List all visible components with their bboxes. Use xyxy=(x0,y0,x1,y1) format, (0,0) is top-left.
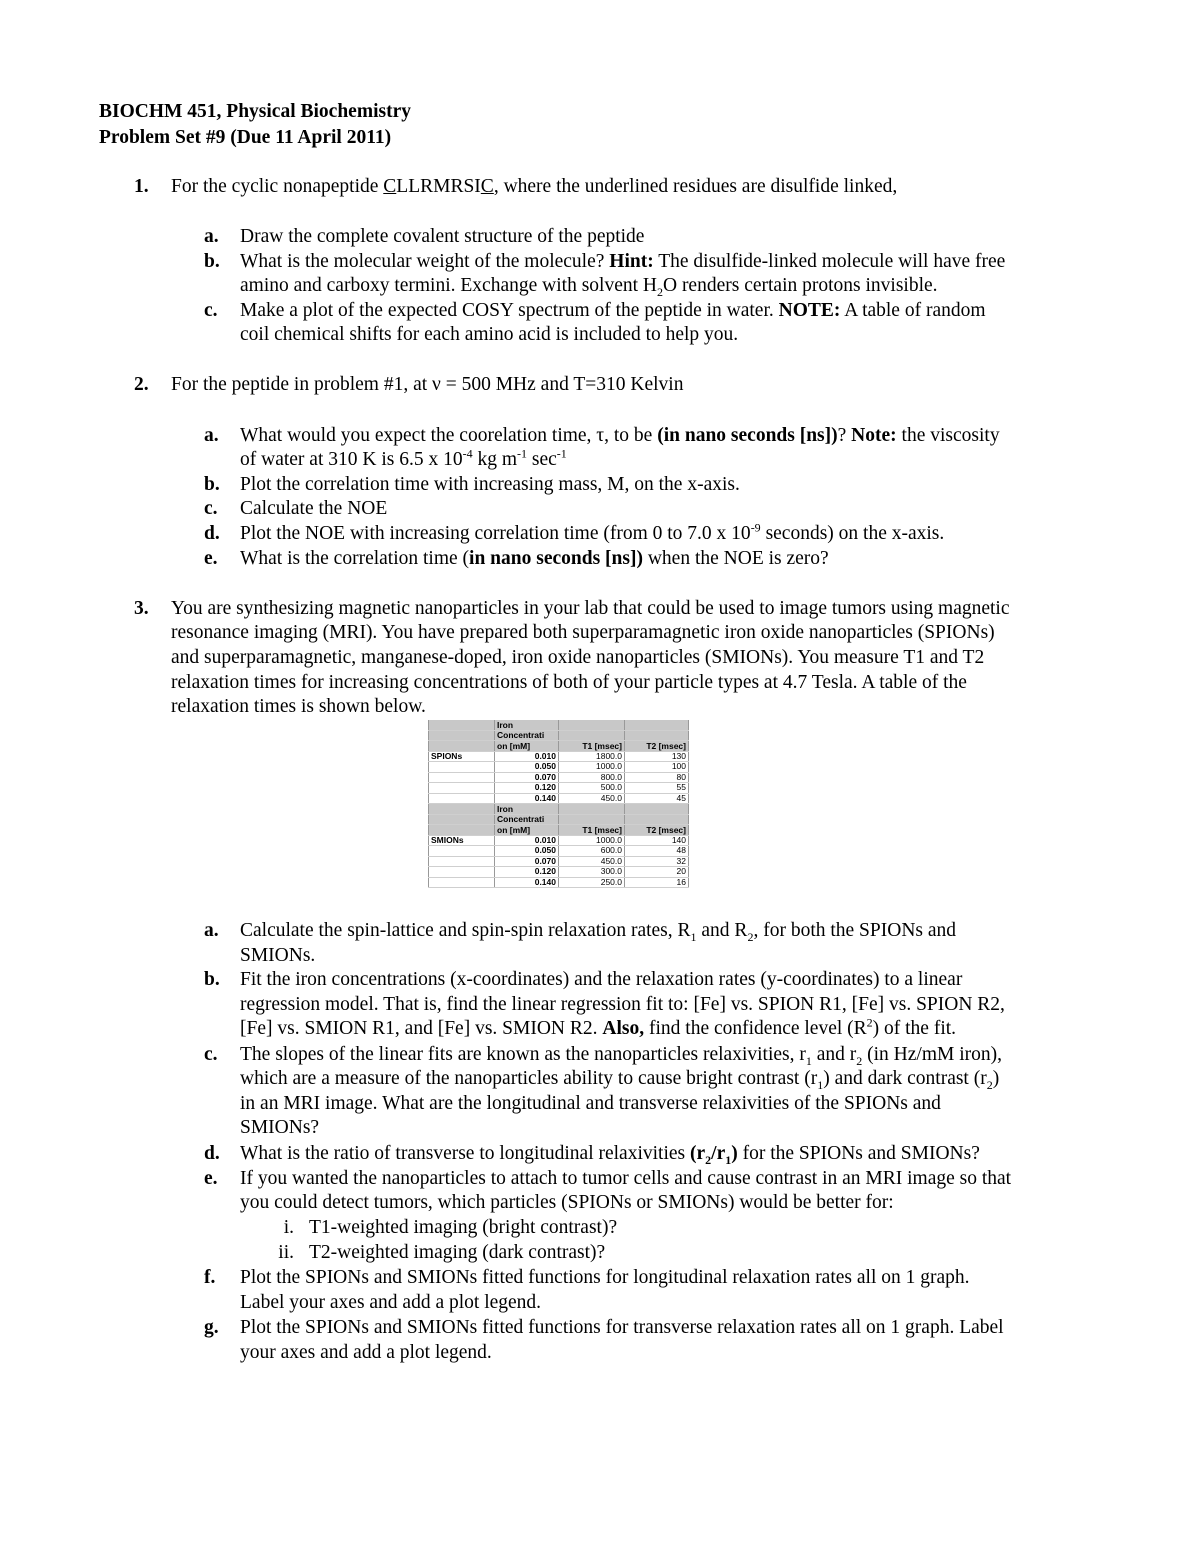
table-cell-t2: 48 xyxy=(625,846,689,857)
table-row xyxy=(429,877,689,888)
table-header-blank xyxy=(429,814,495,825)
q3-intro-line: relaxation times is shown below. xyxy=(171,696,426,717)
q3e-i-label: i. xyxy=(283,1217,294,1238)
table-cell-t1: 450.0 xyxy=(559,856,625,867)
q1-cys-1: C xyxy=(383,176,397,197)
table-group-name: SPIONs xyxy=(429,751,495,762)
table-header-t1 xyxy=(559,814,625,825)
q1a-label: a. xyxy=(204,226,219,247)
table-group-name xyxy=(429,772,495,783)
table-header-t2 xyxy=(625,730,689,741)
table-cell-t1: 250.0 xyxy=(559,877,625,888)
q1-number: 1. xyxy=(134,176,149,197)
table-cell-conc: 0.120 xyxy=(495,783,559,794)
table-cell-conc: 0.140 xyxy=(495,877,559,888)
table-header-row xyxy=(429,814,689,825)
table-header-conc: on [mM] xyxy=(495,825,559,836)
table-cell-conc: 0.010 xyxy=(495,751,559,762)
q1c-line2: coil chemical shifts for each amino acid is included to help you. xyxy=(240,324,739,345)
q3b-label: b. xyxy=(204,969,220,990)
q3e-label: e. xyxy=(204,1168,218,1189)
table-cell-t2: 80 xyxy=(625,772,689,783)
table-header-t2 xyxy=(625,804,689,815)
q3e-line1: If you wanted the nanoparticles to attach to tumor cells and cause contrast in an MRI image so that xyxy=(240,1168,1012,1189)
q1-cys-2: C xyxy=(480,176,494,197)
table-cell-t1: 600.0 xyxy=(559,846,625,857)
q3-intro-line: resonance imaging (MRI). You have prepared both superparamagnetic iron oxide nanoparticles (SPIONs) xyxy=(171,622,995,643)
table-cell-conc: 0.120 xyxy=(495,867,559,878)
table-row xyxy=(429,783,689,794)
q3f-line1: Plot the SPIONs and SMIONs fitted functions for longitudinal relaxation rates all on 1 graph. xyxy=(240,1267,970,1288)
table-cell-t1: 1800.0 xyxy=(559,751,625,762)
table-group-name xyxy=(429,783,495,794)
q3d-text: What is the ratio of transverse to longitudinal relaxivities $(r_2/r_1)$ for the SPIONs and SMIONs? xyxy=(240,1143,980,1167)
table-cell-t2: 16 xyxy=(625,877,689,888)
q1a-text: Draw the complete covalent structure of the peptide xyxy=(240,226,645,247)
table-row xyxy=(429,867,689,878)
q2e-label: e. xyxy=(204,548,218,569)
q3e-ii-text: T2-weighted imaging (dark contrast)? xyxy=(309,1242,606,1263)
q3c-line1: The slopes of the linear fits are known as the nanoparticles relaxivities, $r_1$ and $r_2$ (in Hz/mM iron), xyxy=(240,1044,1002,1068)
q3a-line1: Calculate the spin-lattice and spin-spin relaxation rates, $R_1$ and $R_2$, for both the SPIONs and xyxy=(240,920,957,944)
table-row xyxy=(429,751,689,762)
q2b-text: Plot the correlation time with increasing mass, M, on the x-axis. xyxy=(240,474,740,495)
q3a-line2: SMIONs. xyxy=(240,945,316,966)
table-header-blank xyxy=(429,741,495,752)
table-cell-conc: 0.050 xyxy=(495,846,559,857)
q2e-text: What is the correlation time (in nano seconds [ns]) when the NOE is zero? xyxy=(240,548,829,569)
table-header-t2: T2 [msec] xyxy=(625,741,689,752)
table-header-row xyxy=(429,825,689,836)
q1c-label: c. xyxy=(204,300,218,321)
table-group-name: SMIONs xyxy=(429,835,495,846)
table-row xyxy=(429,835,689,846)
problem-set-title: Problem Set #9 (Due 11 April 2011) xyxy=(99,127,392,148)
q2d-text: Plot the NOE with increasing correlation time (from 0 to 7.0 x $10^{-9}$ seconds) on the x-axis. xyxy=(240,520,945,544)
course-title: BIOCHM 451, Physical Biochemistry xyxy=(99,101,411,122)
q2a-label: a. xyxy=(204,425,219,446)
table-row xyxy=(429,762,689,773)
table-header-t1: T1 [msec] xyxy=(559,825,625,836)
table-cell-conc: 0.070 xyxy=(495,772,559,783)
table-cell-t2: 32 xyxy=(625,856,689,867)
q2-intro: For the peptide in problem #1, at ν = 500 MHz and T=310 Kelvin xyxy=(171,374,684,395)
q3c-line3: in an MRI image. What are the longitudinal and transverse relaxivities of the SPIONs and xyxy=(240,1093,941,1114)
table-row xyxy=(429,793,689,804)
table-group-name xyxy=(429,762,495,773)
table-cell-t1: 1000.0 xyxy=(559,762,625,773)
q3-intro-line: relaxation times for increasing concentrations of both of your particle types at 4.7 Tesla. A table of the xyxy=(171,672,967,693)
relaxation-times-table xyxy=(428,720,688,902)
table-cell-t1: 300.0 xyxy=(559,867,625,878)
table-header-conc: Iron xyxy=(495,720,559,730)
q2a-line1: What would you expect the coorelation time, τ, to be (in nano seconds [ns])? Note: the viscosity xyxy=(240,425,1000,446)
q3b-also: Also, xyxy=(602,1018,645,1039)
table-cell-t1: 500.0 xyxy=(559,783,625,794)
table-cell-t2: 100 xyxy=(625,762,689,773)
table-header-conc: Iron xyxy=(495,804,559,815)
q3c-line2: which are a measure of the nanoparticles ability to cause bright contrast $(r_1)$ and dark contrast $(r_2)$ xyxy=(240,1068,1000,1092)
q3e-line2: you could detect tumors, which particles (SPIONs or SMIONs) would be better for: xyxy=(240,1192,894,1213)
table-cell-t1: 800.0 xyxy=(559,772,625,783)
table-header-t1 xyxy=(559,730,625,741)
q1b-hint-label: Hint: xyxy=(609,251,654,272)
table-cell-conc: 0.010 xyxy=(495,835,559,846)
table-group-name xyxy=(429,793,495,804)
table-header-conc: Concentrati xyxy=(495,730,559,741)
q3c-line4: SMIONs? xyxy=(240,1117,320,1138)
q3b-line2: regression model. That is, find the linear regression fit to: [Fe] vs. SPION R1, [Fe] vs. SPION R2, xyxy=(240,994,1005,1015)
q2a-note-label: Note: xyxy=(851,425,897,446)
table-header-conc: Concentrati xyxy=(495,814,559,825)
q2a-line2: of water at 310 K is 6.5 x $10^{-4}$ kg $m^{-1}$ $\sec^{-1}$ xyxy=(240,446,567,470)
q2c-text: Calculate the NOE xyxy=(240,498,388,519)
table-group-name xyxy=(429,846,495,857)
table-header-row xyxy=(429,804,689,815)
table-header-t1: T1 [msec] xyxy=(559,741,625,752)
q3d-label: d. xyxy=(204,1143,220,1164)
table-row xyxy=(429,772,689,783)
table-cell-conc: 0.140 xyxy=(495,793,559,804)
table-header-row xyxy=(429,741,689,752)
table-header-blank xyxy=(429,720,495,730)
table-row xyxy=(429,856,689,867)
table-cell-t2: 20 xyxy=(625,867,689,878)
table-header-t1 xyxy=(559,804,625,815)
q1b-line2: amino and carboxy termini. Exchange with solvent $H_2O$ renders certain protons invisible. xyxy=(240,275,938,299)
q3f-line2: Label your axes and add a plot legend. xyxy=(240,1292,542,1313)
q3-intro-line: You are synthesizing magnetic nanoparticles in your lab that could be used to image tumors using magnetic xyxy=(171,598,1010,619)
q1c-line1: Make a plot of the expected COSY spectrum of the peptide in water. NOTE: A table of random xyxy=(240,300,986,321)
table-cell-t2: 130 xyxy=(625,751,689,762)
table-header-blank xyxy=(429,804,495,815)
table-cell-t2: 55 xyxy=(625,783,689,794)
table-group-name xyxy=(429,877,495,888)
table-row xyxy=(429,846,689,857)
table-header-t1 xyxy=(559,720,625,730)
q1-intro: For the cyclic nonapeptide CLLRMRSIC, where the underlined residues are disulfide linked, xyxy=(171,176,898,197)
q2b-label: b. xyxy=(204,474,220,495)
table-header-row xyxy=(429,730,689,741)
table-group-name xyxy=(429,867,495,878)
q1b-label: b. xyxy=(204,251,220,272)
q1c-note-label: NOTE: xyxy=(778,300,841,321)
q3e-i-text: T1-weighted imaging (bright contrast)? xyxy=(309,1217,618,1238)
table-cell-conc: 0.050 xyxy=(495,762,559,773)
q2-number: 2. xyxy=(134,374,149,395)
table-header-conc: on [mM] xyxy=(495,741,559,752)
q2c-label: c. xyxy=(204,498,218,519)
q2d-label: d. xyxy=(204,523,220,544)
q3g-line2: your axes and add a plot legend. xyxy=(240,1342,492,1363)
table-cell-t1: 450.0 xyxy=(559,793,625,804)
table-cell-t2: 140 xyxy=(625,835,689,846)
table-header-t2 xyxy=(625,720,689,730)
table-cell-t2: 45 xyxy=(625,793,689,804)
q3-number: 3. xyxy=(134,598,149,619)
q3a-label: a. xyxy=(204,920,219,941)
table-cell-t1: 1000.0 xyxy=(559,835,625,846)
q3g-line1: Plot the SPIONs and SMIONs fitted functions for transverse relaxation rates all on 1 graph. Label xyxy=(240,1317,1004,1338)
q3g-label: g. xyxy=(204,1317,219,1338)
q3b-line1: Fit the iron concentrations (x-coordinates) and the relaxation rates (y-coordinates) to a linear xyxy=(240,969,963,990)
q3e-ii-label: ii. xyxy=(278,1242,294,1263)
table-header-blank xyxy=(429,730,495,741)
table-header-blank xyxy=(429,825,495,836)
q3b-line3: [Fe] vs. SMION R1, and [Fe] vs. SMION R2. Also, find the confidence level $(R^2)$ of the fit. xyxy=(240,1015,957,1039)
q3c-label: c. xyxy=(204,1044,218,1065)
table-header-t2: T2 [msec] xyxy=(625,825,689,836)
table-header-row xyxy=(429,720,689,730)
q3-intro-line: and superparamagnetic, manganese-doped, iron oxide nanoparticles (SMIONs). You measure T1 and T2 xyxy=(171,647,985,668)
table-cell-conc: 0.070 xyxy=(495,856,559,867)
table-header-t2 xyxy=(625,814,689,825)
q3f-label: f. xyxy=(204,1267,216,1288)
table-group-name xyxy=(429,856,495,867)
q1b-line1: What is the molecular weight of the molecule? Hint: The disulfide-linked molecule will have free xyxy=(240,251,1006,272)
